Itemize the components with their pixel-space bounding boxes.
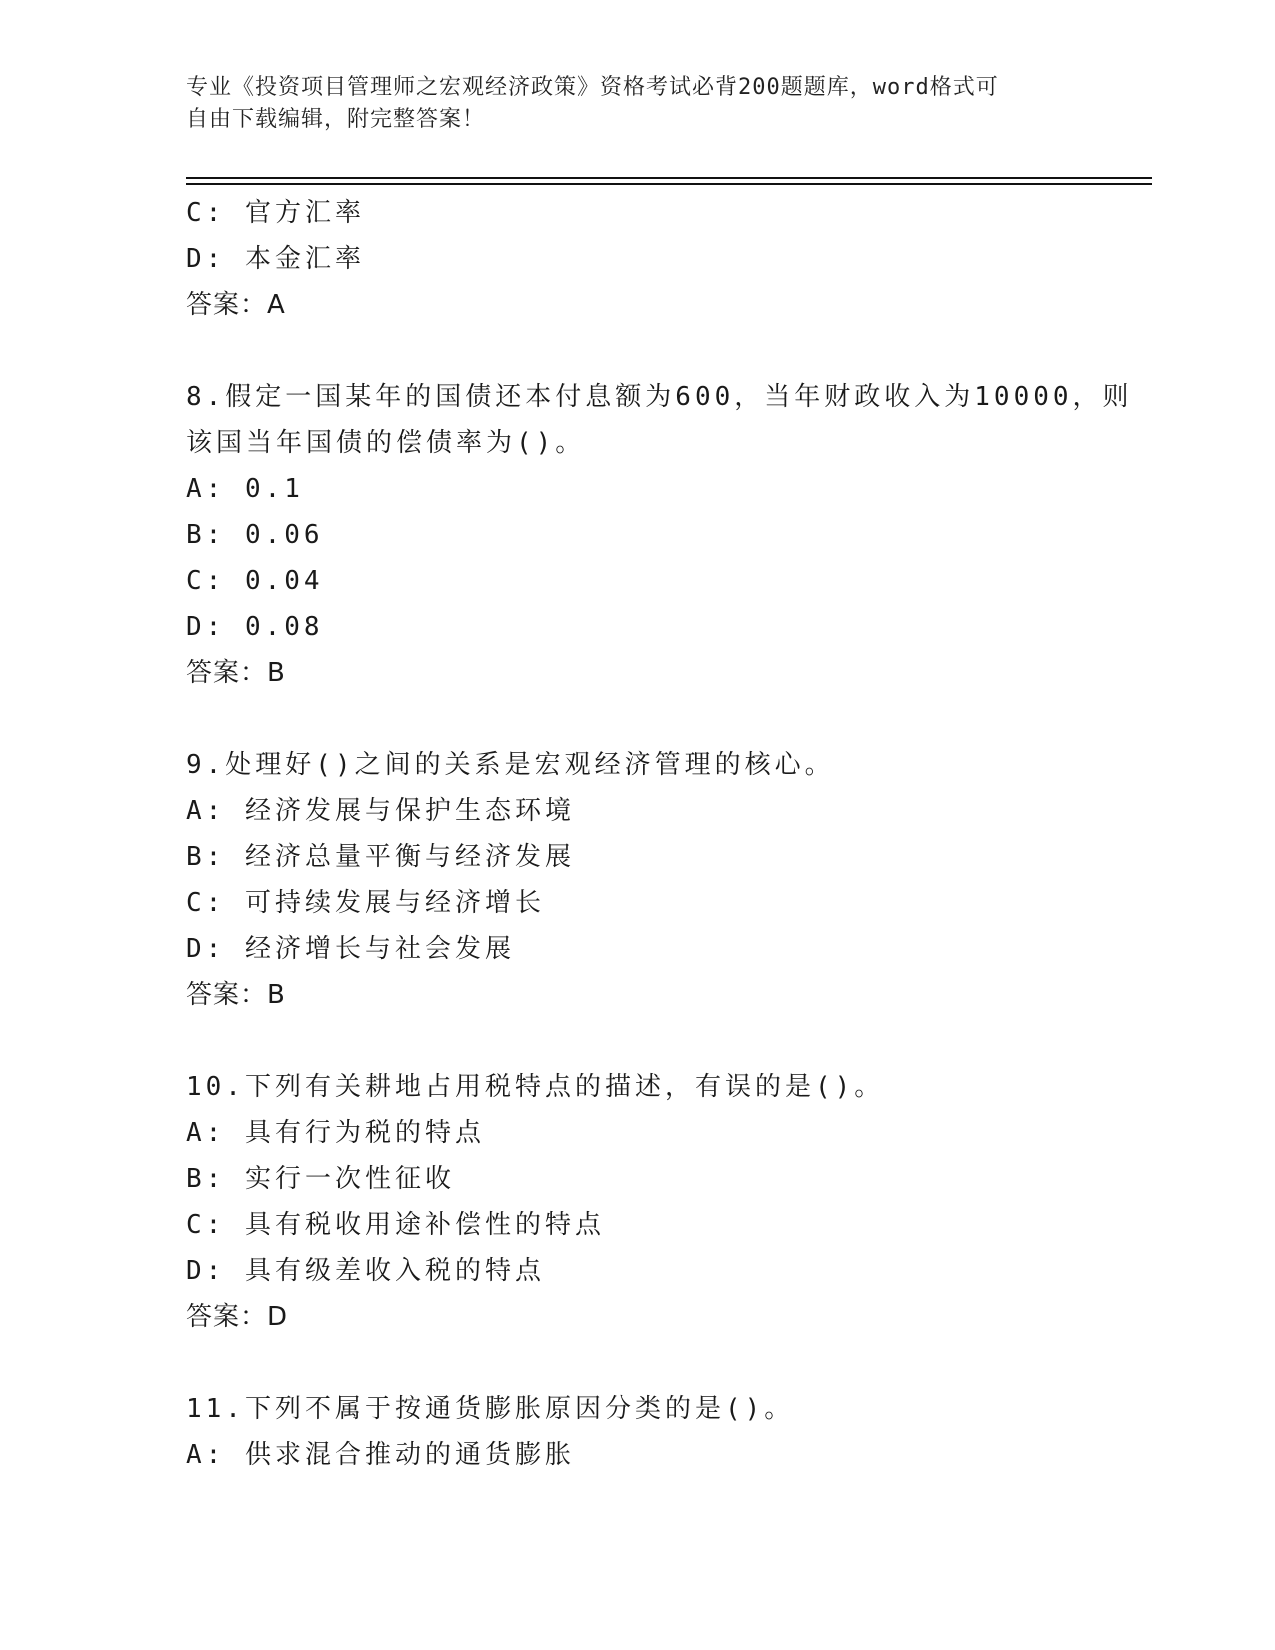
question-10 [186, 1064, 1146, 1340]
question-9 [186, 742, 1146, 1018]
answer-line: 答案：B [186, 658, 286, 688]
answer-line: 答案：D [186, 1302, 289, 1332]
question-stem: 11.下列不属于按通货膨胀原因分类的是()。 [186, 1394, 795, 1424]
option-c: C: 0.04 [186, 566, 324, 596]
option-d: D: 0.08 [186, 612, 324, 642]
document-body [186, 190, 1146, 1478]
header-line-1: 专业《投资项目管理师之宏观经济政策》资格考试必背200题题库，word格式可 [186, 75, 999, 100]
option-b: B: 0.06 [186, 520, 324, 550]
option-b: B: 实行一次性征收 [186, 1164, 455, 1194]
option-d: D: 具有级差收入税的特点 [186, 1256, 545, 1286]
header-rule-top [186, 177, 1152, 179]
document-header [186, 72, 1066, 136]
option-c: C: 可持续发展与经济增长 [186, 888, 545, 918]
option-a: A: 经济发展与保护生态环境 [186, 796, 575, 826]
option-b: B: 经济总量平衡与经济发展 [186, 842, 575, 872]
question-11 [186, 1386, 1146, 1478]
option-a: A: 供求混合推动的通货膨胀 [186, 1440, 575, 1470]
question-stem: 8.假定一国某年的国债还本付息额为600，当年财政收入为10000，则 [186, 382, 1133, 412]
question-stem: 10.下列有关耕地占用税特点的描述，有误的是()。 [186, 1072, 885, 1102]
option-d: D: 本金汇率 [186, 244, 365, 274]
header-rule-bottom [186, 183, 1152, 185]
option-c: C: 具有税收用途补偿性的特点 [186, 1210, 605, 1240]
question-8 [186, 374, 1146, 696]
question-stem: 9.处理好()之间的关系是宏观经济管理的核心。 [186, 750, 835, 780]
answer-line: 答案：A [186, 290, 286, 320]
question-7-tail [186, 190, 1146, 328]
option-c: C: 官方汇率 [186, 198, 365, 228]
option-d: D: 经济增长与社会发展 [186, 934, 515, 964]
question-stem-cont: 该国当年国债的偿债率为()。 [186, 428, 586, 458]
header-line-2: 自由下载编辑，附完整答案！ [186, 107, 486, 132]
option-a: A: 0.1 [186, 474, 304, 504]
answer-line: 答案：B [186, 980, 286, 1010]
option-a: A: 具有行为税的特点 [186, 1118, 485, 1148]
